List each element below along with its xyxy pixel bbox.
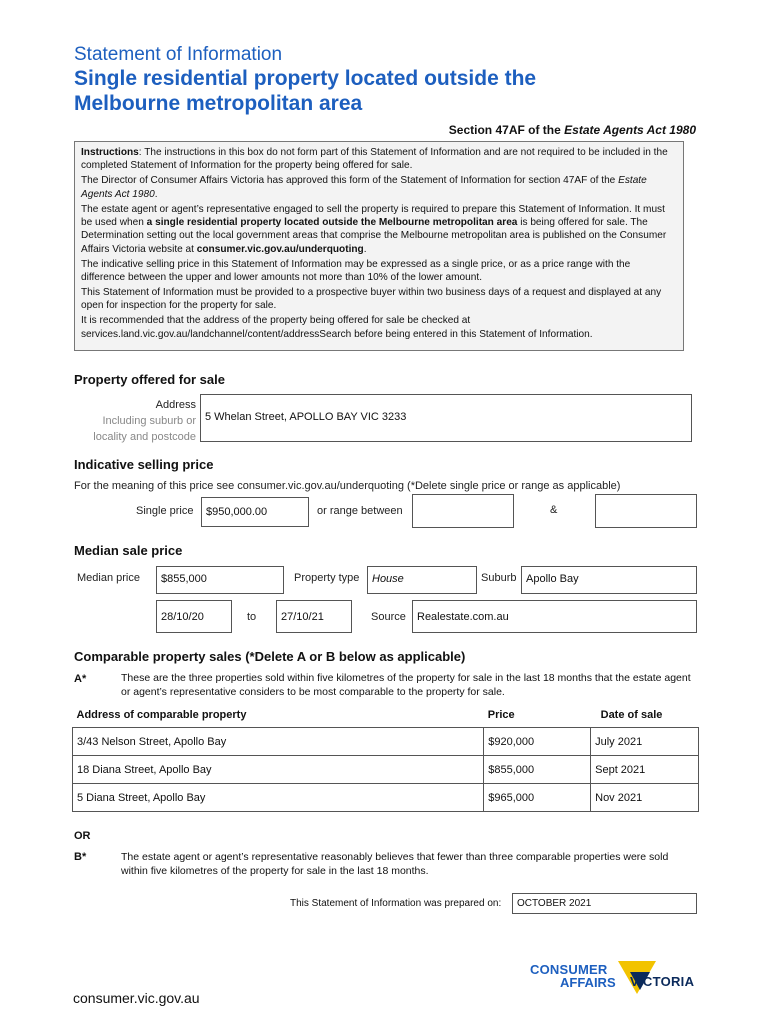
col-price-header: Price	[487, 709, 515, 721]
period-to-field[interactable]: 27/10/21	[276, 600, 352, 633]
col-date-header: Date of sale	[600, 709, 663, 721]
single-price-label: Single price	[136, 505, 194, 517]
suburb-field[interactable]: Apollo Bay	[521, 566, 697, 594]
comp-address-cell[interactable]: 18 Diana Street, Apollo Bay	[73, 756, 484, 784]
instructions-p3-a: The estate agent or agent’s representative engaged to sell the property is required to prepare this Statement of Information. It must be used when	[81, 203, 665, 229]
address-field[interactable]: 5 Whelan Street, APOLLO BAY VIC 3233	[200, 394, 692, 442]
or-label: OR	[74, 830, 91, 842]
section-ref-act: Estate Agents Act 1980	[564, 123, 696, 137]
period-to-label: to	[247, 611, 257, 623]
page-title	[74, 66, 714, 116]
comparable-table	[72, 703, 699, 812]
option-a-text: These are the three properties sold within five kilometres of the property for sale in the last 18 months that the estate agent or agent’s representative considers to be most comparable to the property for sale.	[121, 672, 691, 698]
instructions-p4: The indicative selling price in this Statement of Information may be expressed as a single price, or as a price range with the difference between the upper and lower amounts not more than 10% of the lower amount.	[81, 258, 631, 284]
comp-address-cell[interactable]: 5 Diana Street, Apollo Bay	[73, 784, 484, 812]
instructions-p3-bold: a single residential property located outside the Melbourne metropolitan area	[146, 217, 518, 229]
section-reference	[449, 123, 696, 137]
address-label: Address	[155, 399, 196, 411]
comp-price-cell[interactable]: $965,000	[484, 784, 591, 812]
table-row	[73, 756, 699, 784]
suburb-label: Suburb	[481, 572, 517, 584]
instructions-p2-text: The Director of Consumer Affairs Victoria has approved this form of the Statement of Information for section 47AF of the	[81, 175, 619, 187]
address-sublabel-1: Including suburb or	[102, 415, 196, 427]
title-line-1: Single residential property located outside the	[74, 67, 537, 90]
range-high-field[interactable]	[595, 494, 697, 528]
indicative-heading: Indicative selling price	[74, 457, 214, 472]
range-ampersand: &	[550, 504, 558, 516]
period-from-field[interactable]: 28/10/20	[156, 600, 232, 633]
indicative-note: For the meaning of this price see consumer.vic.gov.au/underquoting (*Delete single price or range as applicable)	[74, 480, 621, 492]
prepared-date-field[interactable]: OCTOBER 2021	[512, 893, 697, 914]
instructions-p3	[81, 203, 677, 257]
comp-date-cell[interactable]: July 2021	[591, 728, 699, 756]
footer-url[interactable]: consumer.vic.gov.au	[73, 990, 200, 1006]
source-field[interactable]: Realestate.com.au	[412, 600, 697, 633]
property-type-field[interactable]: House	[367, 566, 477, 594]
property-heading: Property offered for sale	[74, 372, 225, 387]
comp-price-cell[interactable]: $920,000	[484, 728, 591, 756]
instructions-p1	[81, 146, 677, 173]
option-b-text: The estate agent or agent’s representative reasonably believes that fewer than three comparable properties were sold within five kilometres of the property for sale in the last 18 months.	[121, 851, 669, 877]
range-label: or range between	[317, 505, 403, 517]
instructions-p2-end: .	[154, 188, 158, 200]
instructions-p6: It is recommended that the address of the property being offered for sale be checked at services.land.vic.gov.au/landchannel/content/addressSearch before being entered in this Statement of Information.	[81, 315, 593, 340]
comparable-heading: Comparable property sales (*Delete A or B below as applicable)	[74, 649, 466, 664]
instructions-p3-b: is being offered for sale. The Determination setting out the local government areas that comprise the Melbourne metropolitan area is published on the Consumer Affairs Victoria website at	[81, 217, 667, 255]
col-address-header: Address of comparable property	[76, 709, 247, 721]
underquoting-link[interactable]: consumer.vic.gov.au/underquoting	[196, 243, 364, 255]
median-heading: Median sale price	[74, 543, 183, 558]
single-price-field[interactable]: $950,000.00	[201, 497, 309, 527]
instructions-p5: This Statement of Information must be provided to a prospective buyer within two business days of a request and displayed at any open for inspection for the property for sale.	[81, 287, 662, 312]
table-row	[73, 784, 699, 812]
prepared-label: This Statement of Information was prepared on:	[290, 898, 502, 909]
comp-price-cell[interactable]: $855,000	[484, 756, 591, 784]
property-type-label: Property type	[294, 572, 360, 584]
instructions-p2	[81, 174, 677, 201]
comp-date-cell[interactable]: Nov 2021	[591, 784, 699, 812]
instructions-box	[74, 141, 684, 351]
median-price-label: Median price	[77, 572, 140, 584]
logo-victoria: VICTORIA	[630, 974, 695, 989]
instructions-p1-text: : The instructions in this box do not form part of this Statement of Information and are not required to be included in the completed Statement of Information for the property being offered for sale.	[81, 147, 668, 172]
address-label-block	[74, 397, 196, 445]
instructions-p3-end: .	[363, 243, 367, 255]
median-price-field[interactable]: $855,000	[156, 566, 284, 594]
instructions-p2-act: Estate Agents Act 1980	[81, 175, 647, 200]
table-row	[73, 728, 699, 756]
option-a-marker: A*	[74, 673, 87, 685]
source-label: Source	[371, 611, 406, 623]
range-low-field[interactable]	[412, 494, 514, 528]
section-ref-prefix: Section 47AF of the	[448, 123, 565, 137]
logo-consumer: CONSUMER	[530, 962, 608, 977]
form-subtitle: Statement of Information	[74, 44, 283, 65]
title-line-2: Melbourne metropolitan area	[74, 92, 363, 115]
option-b-marker: B*	[74, 851, 87, 863]
comparable-header-row	[73, 703, 699, 728]
comp-address-cell[interactable]: 3/43 Nelson Street, Apollo Bay	[73, 728, 484, 756]
comp-date-cell[interactable]: Sept 2021	[591, 756, 699, 784]
address-sublabel-2: locality and postcode	[93, 431, 196, 443]
logo-affairs: AFFAIRS	[560, 975, 616, 990]
consumer-affairs-victoria-logo	[530, 960, 702, 1004]
instructions-label: Instructions	[81, 147, 139, 158]
